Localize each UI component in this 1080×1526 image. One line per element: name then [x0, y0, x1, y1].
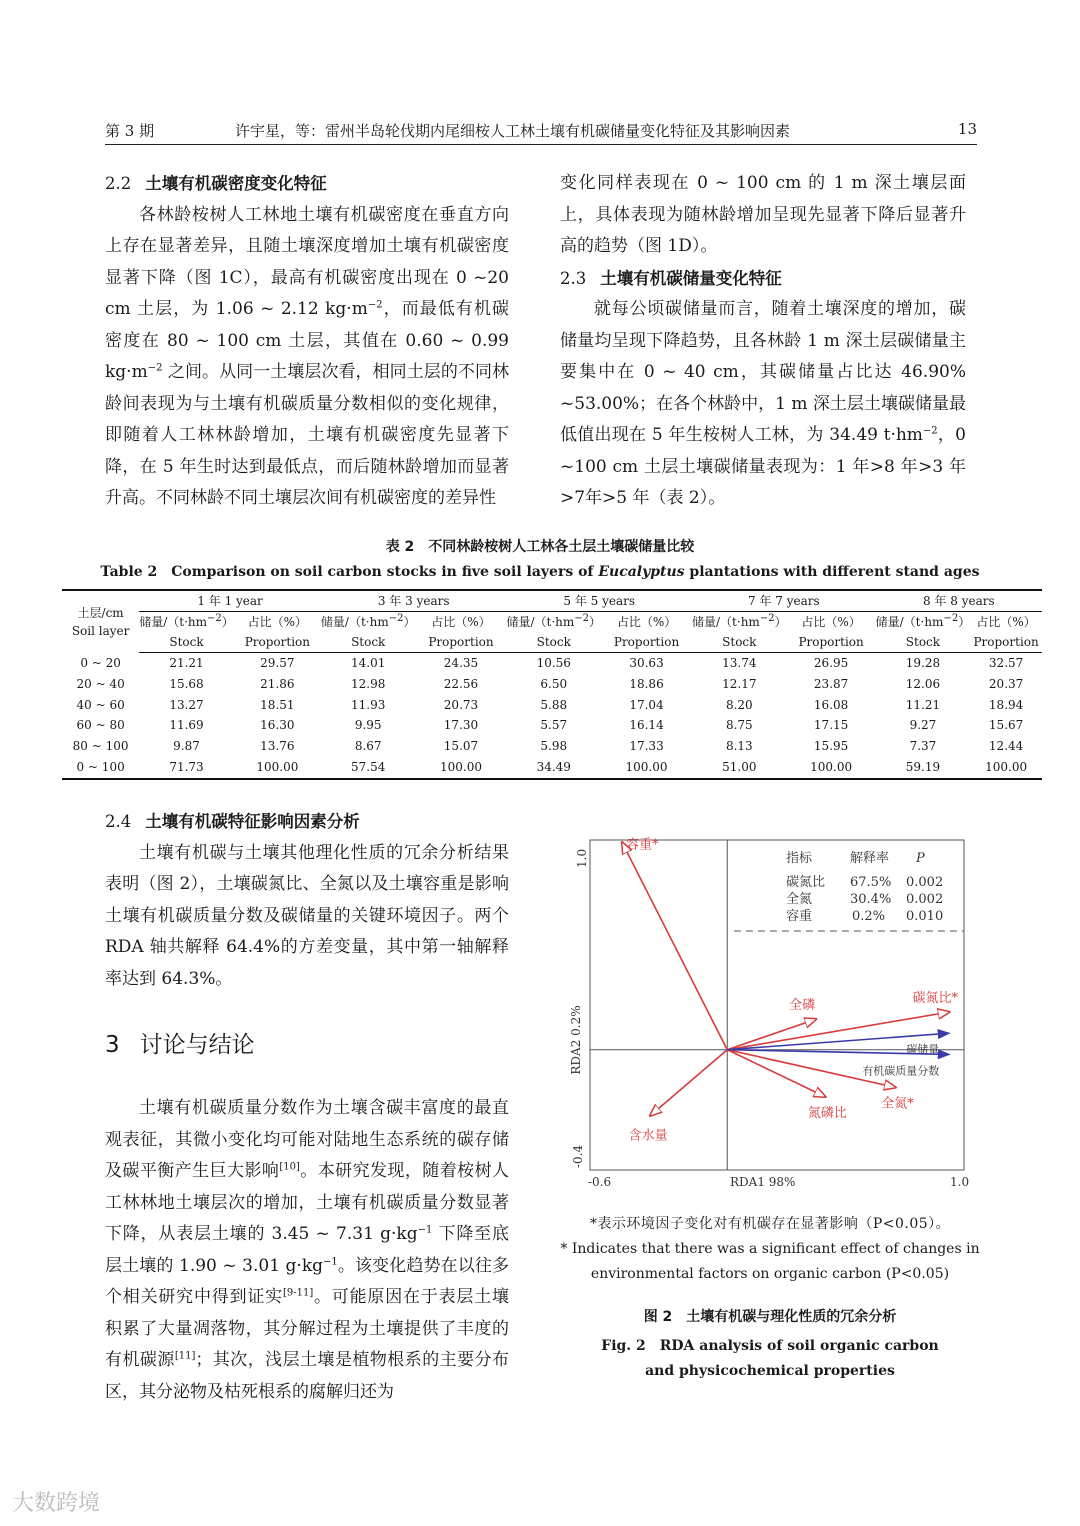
table-cell: 24.35: [443, 656, 479, 670]
table-cell: 17.15: [813, 718, 849, 733]
table-cell: 60 ~ 80: [76, 718, 125, 733]
table-cell: 11.93: [351, 697, 386, 712]
legend-header: 指标: [786, 851, 813, 866]
vector-arrow: [622, 842, 727, 1049]
proportion-header-en: Proportion: [970, 632, 1042, 653]
table-cell: 18.86: [629, 676, 664, 691]
vector-label: 碳氮比*: [912, 991, 959, 1006]
section-2-2: [105, 168, 509, 515]
table-cell: 20 ~ 40: [76, 676, 125, 691]
table-cell: 17.30: [443, 718, 479, 733]
table-cell: 15.67: [988, 718, 1024, 733]
table-cell: 18.51: [260, 697, 295, 712]
stock-header-en: Stock: [139, 632, 234, 653]
legend-cell: 0.002: [906, 892, 944, 907]
figure-caption-en: Fig. 2 RDA analysis of soil organic carbon and physicochemical properties: [601, 1338, 939, 1379]
table-row: [62, 757, 1042, 779]
paragraph-continued: 变化同样表现在 0 ~ 100 cm 的 1 m 深土壤层面上，具体表现为随林龄增加呈现先显著下降后显著升高的趋势（图 1D）。: [560, 173, 967, 256]
table-row: [62, 695, 1042, 716]
y-axis-label: RDA2 0.2%: [569, 1005, 583, 1075]
table-cell: 100.00: [625, 759, 668, 774]
table-cell: 8.75: [725, 718, 753, 733]
table-cell: 100.00: [985, 759, 1028, 774]
table-cell: 11.69: [169, 718, 204, 733]
table-cell: 57.54: [351, 759, 386, 774]
table-cell: 21.21: [169, 656, 204, 670]
age-header: 5 年 5 years: [506, 590, 692, 612]
table-cell: 15.07: [443, 739, 479, 754]
table-cell: 7.37: [909, 739, 937, 754]
table-cell: 9.95: [354, 718, 382, 733]
table-cell: 13.74: [722, 656, 757, 670]
issue-number: 第 3 期: [105, 122, 155, 140]
section-heading: 2.2 土壤有机碳密度变化特征: [105, 174, 327, 193]
stock-header-cn: 储量$/(t\cdot hm^{-2})$: [320, 613, 416, 629]
table-cell: 26.95: [813, 656, 849, 670]
running-title: 许宇星，等：雷州半岛轮伐期内尾细桉人工林土壤有机碳储量变化特征及其影响因素: [235, 122, 791, 140]
stock-header-en: Stock: [506, 632, 601, 653]
vector-label: 全氮*: [881, 1096, 914, 1112]
paragraph: 各林龄桉树人工林地土壤有机碳密度在垂直方向上存在显著差异，且随土壤深度增加土壤有机碳密度显著下降（图 1C），最高有机碳密度出现在 0 ~20 cm 土层，为 1.06 ~ 2.12 $kg\cdot m^{-2}$，而最低有机碳密度在 80 ~ 100 cm 土层，其值在 0.60 ~ 0.99 $kg\cdot m^{-2}$ 之间。从同一土壤层次看，相同土层的不同林龄间表现为与土壤有机碳质量分数相似的变化规律，即随着人工林林龄增加，土壤有机碳密度先显著下降，在 5 年生时达到最低点，而后随林龄增加而显著升高。不同林龄不同土壤层次间有机碳密度的差异性: [105, 204, 510, 508]
age-header: 3 年 3 years: [321, 590, 507, 612]
table-cell: 17.04: [629, 697, 664, 712]
legend-header: 解释率: [850, 851, 890, 866]
stock-header-cn: 储量$/(t\cdot hm^{-2})$: [506, 613, 602, 629]
table-cell: 10.56: [536, 656, 571, 670]
note-en: * Indicates that there was a significant effect of changes in: [560, 1241, 980, 1257]
table-cell: 12.98: [351, 676, 386, 691]
legend-cell: 碳氮比: [786, 875, 826, 890]
table-row: [62, 715, 1042, 736]
age-header: 8 年 8 years: [876, 590, 1042, 612]
table-cell: 5.98: [540, 739, 568, 754]
age-header: 1 年 1 year: [139, 590, 321, 612]
legend-header: P: [916, 851, 925, 866]
legend-cell: 67.5%: [850, 875, 892, 890]
table-cell: 0 ~ 100: [76, 759, 125, 774]
proportion-header-cn: 占比（%）: [247, 615, 308, 629]
vector-label: 有机碳质量分数: [862, 1064, 940, 1078]
vector-label: 含水量: [628, 1128, 668, 1144]
table-cell: 12.44: [988, 739, 1024, 754]
rda-biplot: [560, 830, 980, 1200]
legend-cell: 30.4%: [850, 892, 892, 907]
vector-arrow: [727, 1050, 825, 1097]
table-cell: 5.57: [540, 718, 568, 733]
table-cell: 15.68: [169, 676, 204, 691]
legend-table: [786, 850, 943, 924]
table-caption-cn: 表 2 不同林龄桉树人工林各土层土壤碳储量比较: [385, 539, 695, 555]
table-cell: 9.87: [173, 739, 200, 754]
table-cell: 100.00: [439, 759, 482, 774]
figure-notes: [560, 1212, 980, 1287]
table-cell: 0 ~ 20: [80, 655, 121, 670]
section-heading: 2.4 土壤有机碳特征影响因素分析: [105, 812, 360, 831]
legend-cell: 全氮: [786, 892, 813, 907]
table-cell: 21.86: [260, 676, 295, 691]
table-cell: 16.30: [260, 718, 295, 733]
stock-header-en: Stock: [692, 632, 787, 653]
table-row: [62, 653, 1042, 674]
paragraph: 土壤有机碳与土壤其他理化性质的冗余分析结果表明（图 2），土壤碳氮比、全氮以及土壤容重是影响土壤有机碳质量分数及碳储量的关键环境因子。两个 RDA 轴共解释 64.4%的方差变量，其中第一轴解释率达到 64.3%。: [105, 842, 510, 989]
table-caption-en: Table 2 Comparison on soil carbon stocks in five soil layers of Eucalyptus plantations with different stand ages: [100, 564, 980, 580]
stock-header-cn: 储量$/(t\cdot hm^{-2})$: [692, 613, 787, 629]
x-axis-label: RDA1 98%: [730, 1175, 796, 1189]
proportion-header-en: Proportion: [415, 632, 506, 653]
table-cell: 9.27: [909, 718, 937, 733]
proportion-header-cn: 占比（%）: [616, 615, 677, 629]
table-cell: 17.33: [629, 739, 664, 754]
table-cell: 80 ~ 100: [72, 739, 129, 754]
section-3-heading: 3 讨论与结论: [105, 1032, 255, 1058]
age-header: 7 年 7 years: [692, 590, 876, 612]
table-cell: 40 ~ 60: [76, 697, 125, 712]
proportion-header-cn: 占比（%）: [431, 615, 491, 629]
table-cell: 100.00: [810, 759, 853, 774]
table-cell: 15.95: [813, 739, 849, 754]
carbon-stock-table: [62, 589, 1042, 780]
table-cell: 14.01: [351, 656, 386, 670]
vector-label: 容重*: [626, 837, 659, 853]
stock-header-en: Stock: [876, 632, 971, 653]
table-cell: 20.73: [443, 697, 479, 712]
vector-label: 氮磷比: [807, 1105, 847, 1121]
table-cell: 19.28: [905, 656, 941, 670]
table-cell: 8.13: [725, 739, 753, 754]
note-cn: *表示环境因子变化对有机碳存在显著影响（P<0.05）。: [589, 1216, 951, 1232]
table-cell: 18.94: [988, 697, 1024, 712]
vector-label: 碳储量: [906, 1043, 940, 1057]
table-cell: 30.63: [629, 656, 664, 670]
table-row: [62, 736, 1042, 757]
note-en: environmental factors on organic carbon (P<0.05): [590, 1266, 950, 1282]
proportion-header-cn: 占比（%）: [976, 615, 1036, 629]
proportion-header-en: Proportion: [601, 632, 692, 653]
vector-arrow: [650, 1050, 727, 1116]
y-tick-label: -0.4: [571, 1144, 585, 1168]
proportion-header-en: Proportion: [787, 632, 876, 653]
table-cell: 11.21: [905, 697, 941, 712]
vector-arrow: [727, 1019, 816, 1050]
figure-caption-cn: 图 2 土壤有机碳与理化性质的冗余分析: [643, 1309, 897, 1325]
watermark-logo: 大数跨境: [12, 1491, 101, 1516]
section-3-body: [105, 1093, 509, 1408]
table-cell: 5.88: [540, 697, 568, 712]
legend-cell: 0.2%: [852, 909, 886, 924]
section-heading: 2.3 土壤有机碳储量变化特征: [560, 268, 782, 288]
paragraph: 就每公顷碳储量而言，随着土壤深度的增加，碳储量均呈现下降趋势，且各林龄 1 m 深土层碳储量主要集中在 0 ~ 40 cm，其碳储量占比达 46.90% ~53.00%；在各个林龄中，1 m 深土层土壤碳储量最低值出现在 5 年生桉树人工林，为 34.49 $t\cdot hm^{-2}$，0 ~100 cm 土层土壤碳储量表现为：1 年>8 年>3 年>7年>5 年（表 2）。: [560, 299, 967, 508]
layer-header: 土层/cm Soil layer: [71, 605, 130, 638]
table-cell: 12.06: [905, 676, 941, 691]
paragraph: 土壤有机碳质量分数作为土壤含碳丰富度的最直观表征，其微小变化均可能对陆地生态系统的碳存储及碳平衡产生巨大影响[10]。本研究发现，随着桉树人工林林地土壤层次的增加，土壤有机碳质量分数显著下降，从表层土壤的 3.45 ~ 7.31 $g\cdot kg^{-1}$ 下降至底层土壤的 1.90 ~ 3.01 $g\cdot kg^{-1}$。该变化趋势在以往多个相关研究中得到证实[9-11]。可能原因在于表层土壤积累了大量凋落物，其分解过程为土壤提供了丰度的有机碳源[11]；其次，浅层土壤是植物根系的主要分布区，其分泌物及枯死根系的腐解归还为: [105, 1098, 510, 1402]
legend-cell: 0.010: [906, 909, 944, 924]
table-cell: 8.67: [354, 739, 382, 754]
legend-cell: 0.002: [906, 875, 944, 890]
table-cell: 16.14: [629, 718, 664, 733]
stock-header-cn: 储量$/(t\cdot hm^{-2})$: [875, 613, 971, 629]
table-cell: 13.76: [260, 739, 295, 754]
stock-header-en: Stock: [321, 632, 416, 653]
vector-label: 全磷: [789, 998, 816, 1014]
section-2-4: [105, 806, 509, 995]
table-cell: 20.37: [988, 676, 1024, 691]
proportion-header-cn: 占比（%）: [801, 615, 861, 629]
stock-header-cn: 储量$/(t\cdot hm^{-2})$: [139, 613, 234, 629]
table-row: [62, 674, 1042, 695]
table-cell: 22.56: [443, 676, 479, 691]
table-cell: 13.27: [169, 697, 204, 712]
table-cell: 71.73: [169, 759, 204, 774]
table-cell: 34.49: [536, 759, 571, 774]
table-cell: 59.19: [905, 759, 941, 774]
x-tick-label: 1.0: [950, 1175, 970, 1189]
legend-cell: 容重: [786, 909, 813, 924]
table-cell: 29.57: [260, 656, 295, 670]
table-cell: 32.57: [988, 656, 1024, 670]
table-cell: 16.08: [813, 697, 849, 712]
table-cell: 23.87: [813, 676, 849, 691]
page-number: 13: [957, 120, 977, 138]
table-cell: 6.50: [540, 676, 568, 691]
x-tick-label: -0.6: [588, 1175, 612, 1189]
table-cell: 12.17: [722, 676, 757, 691]
running-header: [105, 120, 977, 145]
table-cell: 8.20: [725, 697, 753, 712]
y-tick-label: 1.0: [575, 848, 589, 868]
section-2-3: [560, 168, 966, 515]
table-cell: 51.00: [722, 759, 757, 774]
table-cell: 100.00: [256, 759, 299, 774]
proportion-header-en: Proportion: [234, 632, 321, 653]
